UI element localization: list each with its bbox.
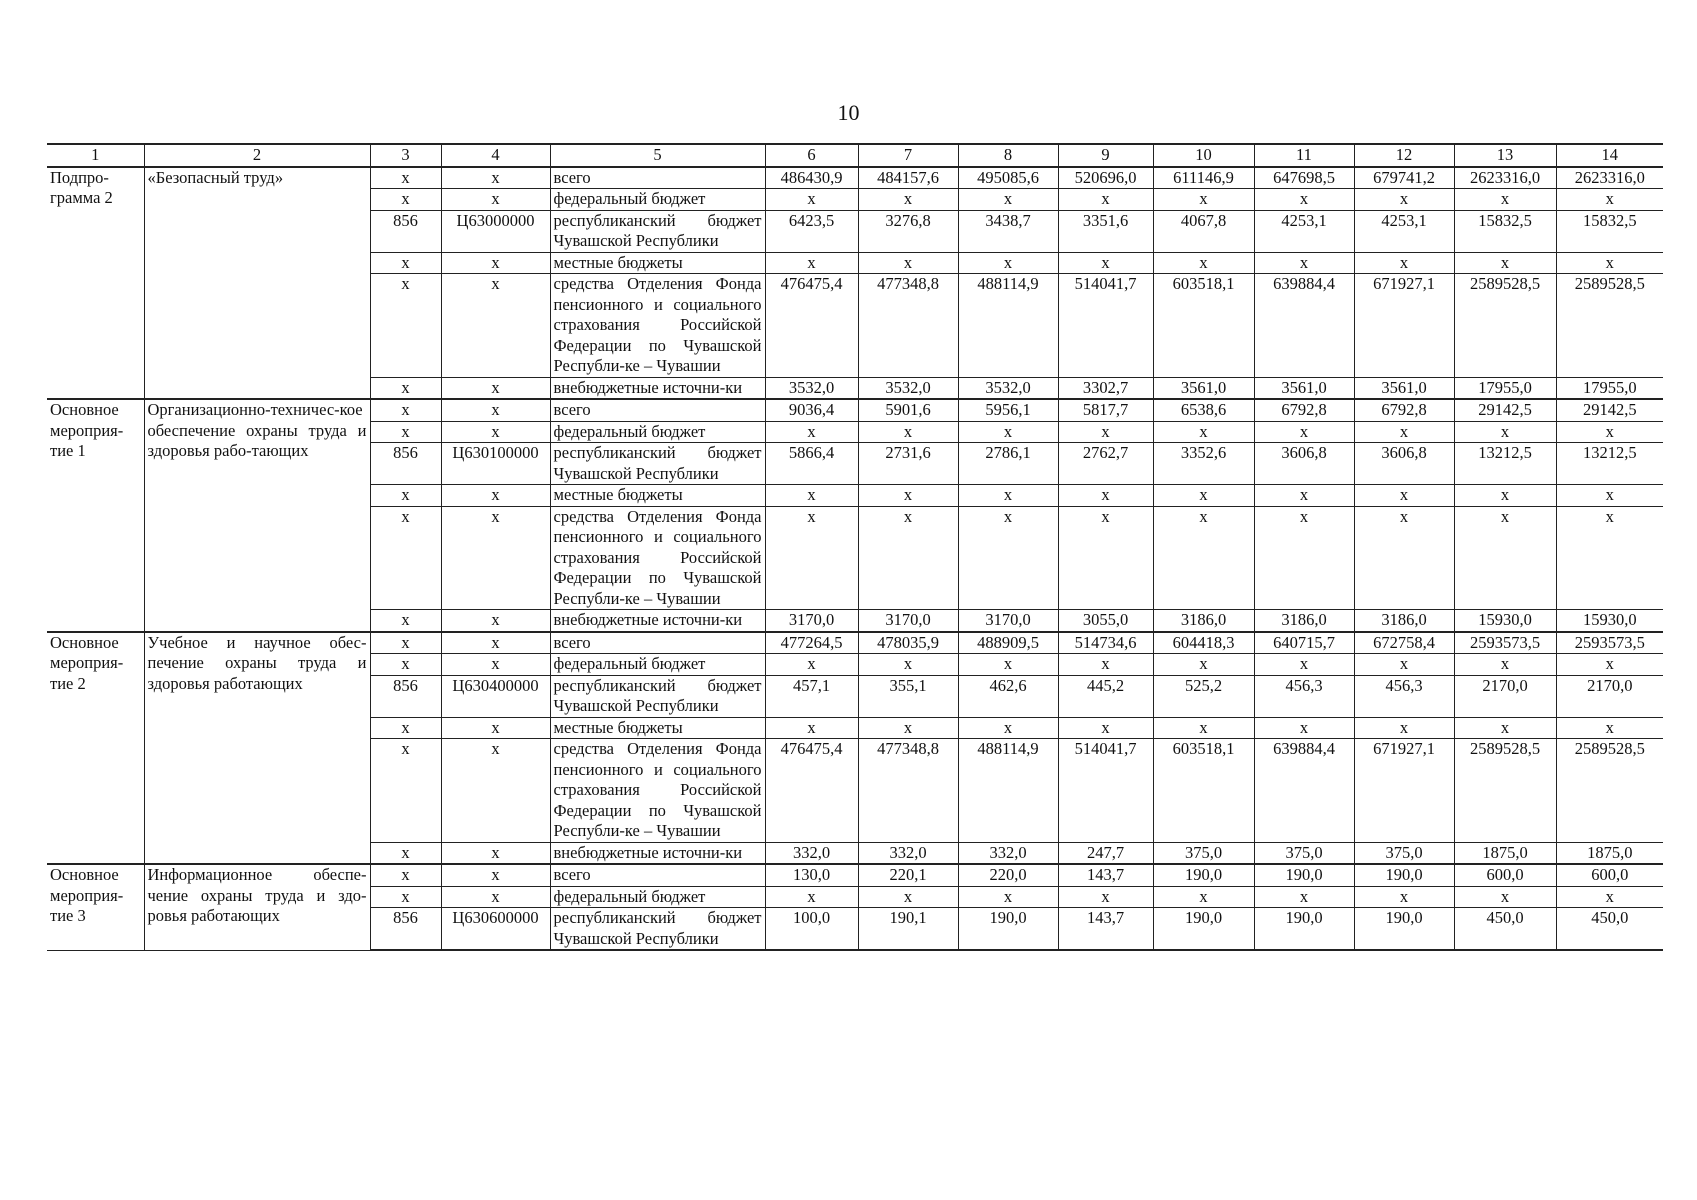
value-cell: 671927,1 bbox=[1354, 274, 1454, 378]
target-code-cell: х bbox=[441, 632, 550, 654]
value-cell: 143,7 bbox=[1058, 908, 1153, 951]
value-cell: 603518,1 bbox=[1153, 739, 1254, 843]
executor-code-cell: х bbox=[370, 632, 441, 654]
executor-code-cell: х bbox=[370, 399, 441, 421]
value-cell: х bbox=[765, 654, 858, 676]
value-cell: 355,1 bbox=[858, 675, 958, 717]
value-cell: 332,0 bbox=[958, 842, 1058, 864]
value-cell: 478035,9 bbox=[858, 632, 958, 654]
value-cell: 29142,5 bbox=[1454, 399, 1556, 421]
executor-code-cell: 856 bbox=[370, 210, 441, 252]
value-cell: 3561,0 bbox=[1354, 377, 1454, 399]
value-cell: х bbox=[765, 189, 858, 211]
value-cell: 3561,0 bbox=[1153, 377, 1254, 399]
value-cell: 375,0 bbox=[1153, 842, 1254, 864]
program-name-cell: Информационное обеспе-чение охраны труда и здо-ровья работающих bbox=[144, 864, 370, 950]
value-cell: 2589528,5 bbox=[1556, 274, 1663, 378]
value-cell: х bbox=[958, 886, 1058, 908]
value-cell: х bbox=[1556, 252, 1663, 274]
value-cell: 190,0 bbox=[1354, 864, 1454, 886]
value-cell: х bbox=[1153, 485, 1254, 507]
value-cell: 514041,7 bbox=[1058, 739, 1153, 843]
value-cell: 29142,5 bbox=[1556, 399, 1663, 421]
value-cell: х bbox=[1556, 717, 1663, 739]
value-cell: 220,1 bbox=[858, 864, 958, 886]
target-code-cell: х bbox=[441, 842, 550, 864]
value-cell: 495085,6 bbox=[958, 167, 1058, 189]
column-number-cell: 4 bbox=[441, 144, 550, 167]
value-cell: 639884,4 bbox=[1254, 739, 1354, 843]
value-cell: 462,6 bbox=[958, 675, 1058, 717]
column-number-cell: 3 bbox=[370, 144, 441, 167]
program-cell: Основное мероприя-тие 3 bbox=[47, 864, 144, 950]
funding-source-cell: федеральный бюджет bbox=[550, 421, 765, 443]
value-cell: 3170,0 bbox=[858, 610, 958, 632]
value-cell: 2170,0 bbox=[1454, 675, 1556, 717]
value-cell: 15930,0 bbox=[1556, 610, 1663, 632]
program-cell: Основное мероприя-тие 1 bbox=[47, 399, 144, 632]
value-cell: 3186,0 bbox=[1354, 610, 1454, 632]
value-cell: 9036,4 bbox=[765, 399, 858, 421]
value-cell: х bbox=[1058, 485, 1153, 507]
value-cell: 190,0 bbox=[958, 908, 1058, 951]
value-cell: 15832,5 bbox=[1556, 210, 1663, 252]
value-cell: х bbox=[958, 654, 1058, 676]
value-cell: х bbox=[1556, 654, 1663, 676]
value-cell: х bbox=[1058, 886, 1153, 908]
value-cell: 600,0 bbox=[1454, 864, 1556, 886]
value-cell: 604418,3 bbox=[1153, 632, 1254, 654]
value-cell: 5956,1 bbox=[958, 399, 1058, 421]
value-cell: 3170,0 bbox=[765, 610, 858, 632]
table-row bbox=[47, 632, 1663, 654]
executor-code-cell: х bbox=[370, 864, 441, 886]
value-cell: 190,0 bbox=[1153, 864, 1254, 886]
value-cell: 450,0 bbox=[1556, 908, 1663, 951]
column-number-cell: 9 bbox=[1058, 144, 1153, 167]
value-cell: х bbox=[1354, 189, 1454, 211]
value-cell: 190,0 bbox=[1254, 864, 1354, 886]
value-cell: 2589528,5 bbox=[1556, 739, 1663, 843]
value-cell: 375,0 bbox=[1254, 842, 1354, 864]
column-number-cell: 14 bbox=[1556, 144, 1663, 167]
value-cell: х bbox=[1058, 654, 1153, 676]
value-cell: 3302,7 bbox=[1058, 377, 1153, 399]
table-row bbox=[47, 399, 1663, 421]
value-cell: х bbox=[1254, 506, 1354, 610]
value-cell: 332,0 bbox=[765, 842, 858, 864]
column-number-cell: 12 bbox=[1354, 144, 1454, 167]
value-cell: 2589528,5 bbox=[1454, 274, 1556, 378]
target-code-cell: х bbox=[441, 399, 550, 421]
column-number-cell: 7 bbox=[858, 144, 958, 167]
executor-code-cell: х bbox=[370, 506, 441, 610]
funding-source-cell: местные бюджеты bbox=[550, 485, 765, 507]
value-cell: х bbox=[1556, 485, 1663, 507]
funding-source-cell: республиканский бюджет Чувашской Республики bbox=[550, 908, 765, 951]
target-code-cell: Ц63000000 bbox=[441, 210, 550, 252]
funding-source-cell: внебюджетные источни-ки bbox=[550, 842, 765, 864]
value-cell: 2623316,0 bbox=[1454, 167, 1556, 189]
column-number-cell: 8 bbox=[958, 144, 1058, 167]
funding-source-cell: средства Отделения Фонда пенсионного и социального страхования Российской Федерации по Чувашской Республи-ке – Чувашии bbox=[550, 506, 765, 610]
value-cell: х bbox=[858, 485, 958, 507]
value-cell: 4253,1 bbox=[1254, 210, 1354, 252]
page-number: 10 bbox=[837, 100, 860, 125]
value-cell: 6538,6 bbox=[1153, 399, 1254, 421]
value-cell: 6423,5 bbox=[765, 210, 858, 252]
executor-code-cell: х bbox=[370, 377, 441, 399]
value-cell: 6792,8 bbox=[1254, 399, 1354, 421]
value-cell: х bbox=[1058, 506, 1153, 610]
funding-source-cell: республиканский бюджет Чувашской Республики bbox=[550, 210, 765, 252]
value-cell: 514041,7 bbox=[1058, 274, 1153, 378]
target-code-cell: х bbox=[441, 189, 550, 211]
value-cell: х bbox=[858, 886, 958, 908]
value-cell: х bbox=[1354, 421, 1454, 443]
value-cell: х bbox=[1254, 485, 1354, 507]
value-cell: х bbox=[858, 506, 958, 610]
value-cell: 1875,0 bbox=[1556, 842, 1663, 864]
value-cell: х bbox=[1254, 886, 1354, 908]
value-cell: 3170,0 bbox=[958, 610, 1058, 632]
executor-code-cell: х bbox=[370, 167, 441, 189]
target-code-cell: х bbox=[441, 421, 550, 443]
funding-source-cell: всего bbox=[550, 632, 765, 654]
value-cell: х bbox=[958, 421, 1058, 443]
target-code-cell: х bbox=[441, 506, 550, 610]
target-code-cell: х bbox=[441, 739, 550, 843]
value-cell: 457,1 bbox=[765, 675, 858, 717]
value-cell: 488909,5 bbox=[958, 632, 1058, 654]
value-cell: х bbox=[1254, 421, 1354, 443]
value-cell: х bbox=[1254, 717, 1354, 739]
funding-source-cell: средства Отделения Фонда пенсионного и социального страхования Российской Федерации по Чувашской Республи-ке – Чувашии bbox=[550, 739, 765, 843]
value-cell: 3186,0 bbox=[1254, 610, 1354, 632]
value-cell: х bbox=[1153, 421, 1254, 443]
value-cell: 611146,9 bbox=[1153, 167, 1254, 189]
funding-source-cell: внебюджетные источни-ки bbox=[550, 377, 765, 399]
value-cell: 672758,4 bbox=[1354, 632, 1454, 654]
value-cell: х bbox=[1556, 421, 1663, 443]
value-cell: 2593573,5 bbox=[1556, 632, 1663, 654]
value-cell: 17955,0 bbox=[1454, 377, 1556, 399]
executor-code-cell: х bbox=[370, 189, 441, 211]
target-code-cell: Ц630600000 bbox=[441, 908, 550, 951]
value-cell: 671927,1 bbox=[1354, 739, 1454, 843]
value-cell: 3351,6 bbox=[1058, 210, 1153, 252]
target-code-cell: Ц630400000 bbox=[441, 675, 550, 717]
value-cell: х bbox=[765, 485, 858, 507]
value-cell: 679741,2 bbox=[1354, 167, 1454, 189]
executor-code-cell: х bbox=[370, 485, 441, 507]
value-cell: 3055,0 bbox=[1058, 610, 1153, 632]
value-cell: х bbox=[858, 717, 958, 739]
value-cell: 130,0 bbox=[765, 864, 858, 886]
value-cell: х bbox=[858, 654, 958, 676]
value-cell: 3438,7 bbox=[958, 210, 1058, 252]
value-cell: 3561,0 bbox=[1254, 377, 1354, 399]
column-number-cell: 6 bbox=[765, 144, 858, 167]
value-cell: х bbox=[1454, 886, 1556, 908]
value-cell: х bbox=[1153, 189, 1254, 211]
value-cell: х bbox=[1556, 189, 1663, 211]
value-cell: 13212,5 bbox=[1556, 443, 1663, 485]
value-cell: х bbox=[958, 506, 1058, 610]
value-cell: 190,0 bbox=[1153, 908, 1254, 951]
value-cell: 3532,0 bbox=[958, 377, 1058, 399]
target-code-cell: х bbox=[441, 717, 550, 739]
value-cell: 2589528,5 bbox=[1454, 739, 1556, 843]
value-cell: 4067,8 bbox=[1153, 210, 1254, 252]
executor-code-cell: 856 bbox=[370, 908, 441, 951]
column-number-cell: 1 bbox=[47, 144, 144, 167]
value-cell: 4253,1 bbox=[1354, 210, 1454, 252]
value-cell: х bbox=[1058, 189, 1153, 211]
value-cell: х bbox=[1254, 654, 1354, 676]
value-cell: х bbox=[1454, 717, 1556, 739]
value-cell: х bbox=[1354, 886, 1454, 908]
value-cell: х bbox=[765, 717, 858, 739]
executor-code-cell: х bbox=[370, 610, 441, 632]
value-cell: 445,2 bbox=[1058, 675, 1153, 717]
program-cell: Основное мероприя-тие 2 bbox=[47, 632, 144, 865]
value-cell: 2762,7 bbox=[1058, 443, 1153, 485]
value-cell: х bbox=[765, 506, 858, 610]
value-cell: 600,0 bbox=[1556, 864, 1663, 886]
value-cell: 15930,0 bbox=[1454, 610, 1556, 632]
funding-source-cell: местные бюджеты bbox=[550, 252, 765, 274]
funding-source-cell: средства Отделения Фонда пенсионного и социального страхования Российской Федерации по Чувашской Республи-ке – Чувашии bbox=[550, 274, 765, 378]
value-cell: 484157,6 bbox=[858, 167, 958, 189]
value-cell: 488114,9 bbox=[958, 274, 1058, 378]
target-code-cell: х bbox=[441, 485, 550, 507]
value-cell: 456,3 bbox=[1254, 675, 1354, 717]
value-cell: 514734,6 bbox=[1058, 632, 1153, 654]
value-cell: х bbox=[1153, 654, 1254, 676]
value-cell: 1875,0 bbox=[1454, 842, 1556, 864]
value-cell: 3532,0 bbox=[765, 377, 858, 399]
value-cell: х bbox=[1058, 252, 1153, 274]
value-cell: х bbox=[1058, 717, 1153, 739]
value-cell: х bbox=[765, 886, 858, 908]
value-cell: 603518,1 bbox=[1153, 274, 1254, 378]
value-cell: х bbox=[1556, 886, 1663, 908]
value-cell: 3352,6 bbox=[1153, 443, 1254, 485]
value-cell: х bbox=[1454, 485, 1556, 507]
value-cell: 15832,5 bbox=[1454, 210, 1556, 252]
program-name-cell: «Безопасный труд» bbox=[144, 167, 370, 400]
column-number-cell: 11 bbox=[1254, 144, 1354, 167]
funding-source-cell: федеральный бюджет bbox=[550, 886, 765, 908]
value-cell: 476475,4 bbox=[765, 739, 858, 843]
value-cell: 520696,0 bbox=[1058, 167, 1153, 189]
value-cell: 2170,0 bbox=[1556, 675, 1663, 717]
value-cell: 486430,9 bbox=[765, 167, 858, 189]
value-cell: 5901,6 bbox=[858, 399, 958, 421]
value-cell: х bbox=[1354, 654, 1454, 676]
value-cell: х bbox=[858, 421, 958, 443]
executor-code-cell: х bbox=[370, 421, 441, 443]
value-cell: х bbox=[958, 717, 1058, 739]
value-cell: х bbox=[958, 189, 1058, 211]
value-cell: х bbox=[858, 189, 958, 211]
column-number-cell: 10 bbox=[1153, 144, 1254, 167]
value-cell: х bbox=[1354, 506, 1454, 610]
funding-source-cell: республиканский бюджет Чувашской Республики bbox=[550, 675, 765, 717]
value-cell: х bbox=[1058, 421, 1153, 443]
funding-source-cell: республиканский бюджет Чувашской Республики bbox=[550, 443, 765, 485]
value-cell: 13212,5 bbox=[1454, 443, 1556, 485]
value-cell: х bbox=[958, 252, 1058, 274]
value-cell: 477348,8 bbox=[858, 274, 958, 378]
value-cell: х bbox=[958, 485, 1058, 507]
value-cell: 5866,4 bbox=[765, 443, 858, 485]
value-cell: 375,0 bbox=[1354, 842, 1454, 864]
executor-code-cell: х bbox=[370, 654, 441, 676]
value-cell: 525,2 bbox=[1153, 675, 1254, 717]
executor-code-cell: х bbox=[370, 717, 441, 739]
value-cell: 477348,8 bbox=[858, 739, 958, 843]
program-cell: Подпро-грамма 2 bbox=[47, 167, 144, 400]
executor-code-cell: х bbox=[370, 886, 441, 908]
value-cell: 2623316,0 bbox=[1556, 167, 1663, 189]
value-cell: 6792,8 bbox=[1354, 399, 1454, 421]
target-code-cell: х bbox=[441, 886, 550, 908]
executor-code-cell: х bbox=[370, 739, 441, 843]
column-number-cell: 5 bbox=[550, 144, 765, 167]
value-cell: 190,1 bbox=[858, 908, 958, 951]
value-cell: х bbox=[1354, 485, 1454, 507]
target-code-cell: х bbox=[441, 610, 550, 632]
value-cell: х bbox=[1454, 654, 1556, 676]
value-cell: 17955,0 bbox=[1556, 377, 1663, 399]
value-cell: 143,7 bbox=[1058, 864, 1153, 886]
funding-source-cell: федеральный бюджет bbox=[550, 654, 765, 676]
value-cell: 3186,0 bbox=[1153, 610, 1254, 632]
program-name-cell: Учебное и научное обес-печение охраны труда и здоровья работающих bbox=[144, 632, 370, 865]
target-code-cell: х bbox=[441, 252, 550, 274]
target-code-cell: Ц630100000 bbox=[441, 443, 550, 485]
value-cell: х bbox=[1454, 252, 1556, 274]
value-cell: 639884,4 bbox=[1254, 274, 1354, 378]
executor-code-cell: х bbox=[370, 274, 441, 378]
value-cell: 220,0 bbox=[958, 864, 1058, 886]
value-cell: 2593573,5 bbox=[1454, 632, 1556, 654]
target-code-cell: х bbox=[441, 654, 550, 676]
value-cell: х bbox=[1153, 252, 1254, 274]
value-cell: х bbox=[1354, 252, 1454, 274]
value-cell: х bbox=[1454, 506, 1556, 610]
value-cell: 2731,6 bbox=[858, 443, 958, 485]
value-cell: 647698,5 bbox=[1254, 167, 1354, 189]
budget-table bbox=[47, 143, 1663, 951]
funding-source-cell: внебюджетные источни-ки bbox=[550, 610, 765, 632]
value-cell: х bbox=[1153, 506, 1254, 610]
value-cell: х bbox=[858, 252, 958, 274]
value-cell: 450,0 bbox=[1454, 908, 1556, 951]
funding-source-cell: местные бюджеты bbox=[550, 717, 765, 739]
value-cell: 3276,8 bbox=[858, 210, 958, 252]
value-cell: х bbox=[1254, 189, 1354, 211]
funding-source-cell: всего bbox=[550, 864, 765, 886]
column-number-row bbox=[47, 144, 1663, 167]
value-cell: 640715,7 bbox=[1254, 632, 1354, 654]
value-cell: х bbox=[1354, 717, 1454, 739]
value-cell: 190,0 bbox=[1354, 908, 1454, 951]
value-cell: х bbox=[1556, 506, 1663, 610]
table-row bbox=[47, 167, 1663, 189]
executor-code-cell: 856 bbox=[370, 675, 441, 717]
value-cell: х bbox=[765, 421, 858, 443]
value-cell: х bbox=[1153, 886, 1254, 908]
value-cell: х bbox=[1454, 189, 1556, 211]
column-number-cell: 2 bbox=[144, 144, 370, 167]
value-cell: 2786,1 bbox=[958, 443, 1058, 485]
value-cell: 488114,9 bbox=[958, 739, 1058, 843]
executor-code-cell: х bbox=[370, 252, 441, 274]
column-number-cell: 13 bbox=[1454, 144, 1556, 167]
target-code-cell: х bbox=[441, 377, 550, 399]
value-cell: 332,0 bbox=[858, 842, 958, 864]
value-cell: х bbox=[1254, 252, 1354, 274]
target-code-cell: х bbox=[441, 167, 550, 189]
value-cell: х bbox=[1454, 421, 1556, 443]
executor-code-cell: х bbox=[370, 842, 441, 864]
value-cell: 5817,7 bbox=[1058, 399, 1153, 421]
value-cell: 3606,8 bbox=[1354, 443, 1454, 485]
value-cell: х bbox=[1153, 717, 1254, 739]
value-cell: 476475,4 bbox=[765, 274, 858, 378]
value-cell: 477264,5 bbox=[765, 632, 858, 654]
value-cell: 190,0 bbox=[1254, 908, 1354, 951]
value-cell: 3606,8 bbox=[1254, 443, 1354, 485]
funding-source-cell: всего bbox=[550, 399, 765, 421]
program-name-cell: Организационно-техничес-кое обеспечение охраны труда и здоровья рабо-тающих bbox=[144, 399, 370, 632]
value-cell: 247,7 bbox=[1058, 842, 1153, 864]
funding-source-cell: всего bbox=[550, 167, 765, 189]
value-cell: 456,3 bbox=[1354, 675, 1454, 717]
target-code-cell: х bbox=[441, 274, 550, 378]
value-cell: 3532,0 bbox=[858, 377, 958, 399]
executor-code-cell: 856 bbox=[370, 443, 441, 485]
value-cell: 100,0 bbox=[765, 908, 858, 951]
target-code-cell: х bbox=[441, 864, 550, 886]
table-row bbox=[47, 864, 1663, 886]
funding-source-cell: федеральный бюджет bbox=[550, 189, 765, 211]
value-cell: х bbox=[765, 252, 858, 274]
